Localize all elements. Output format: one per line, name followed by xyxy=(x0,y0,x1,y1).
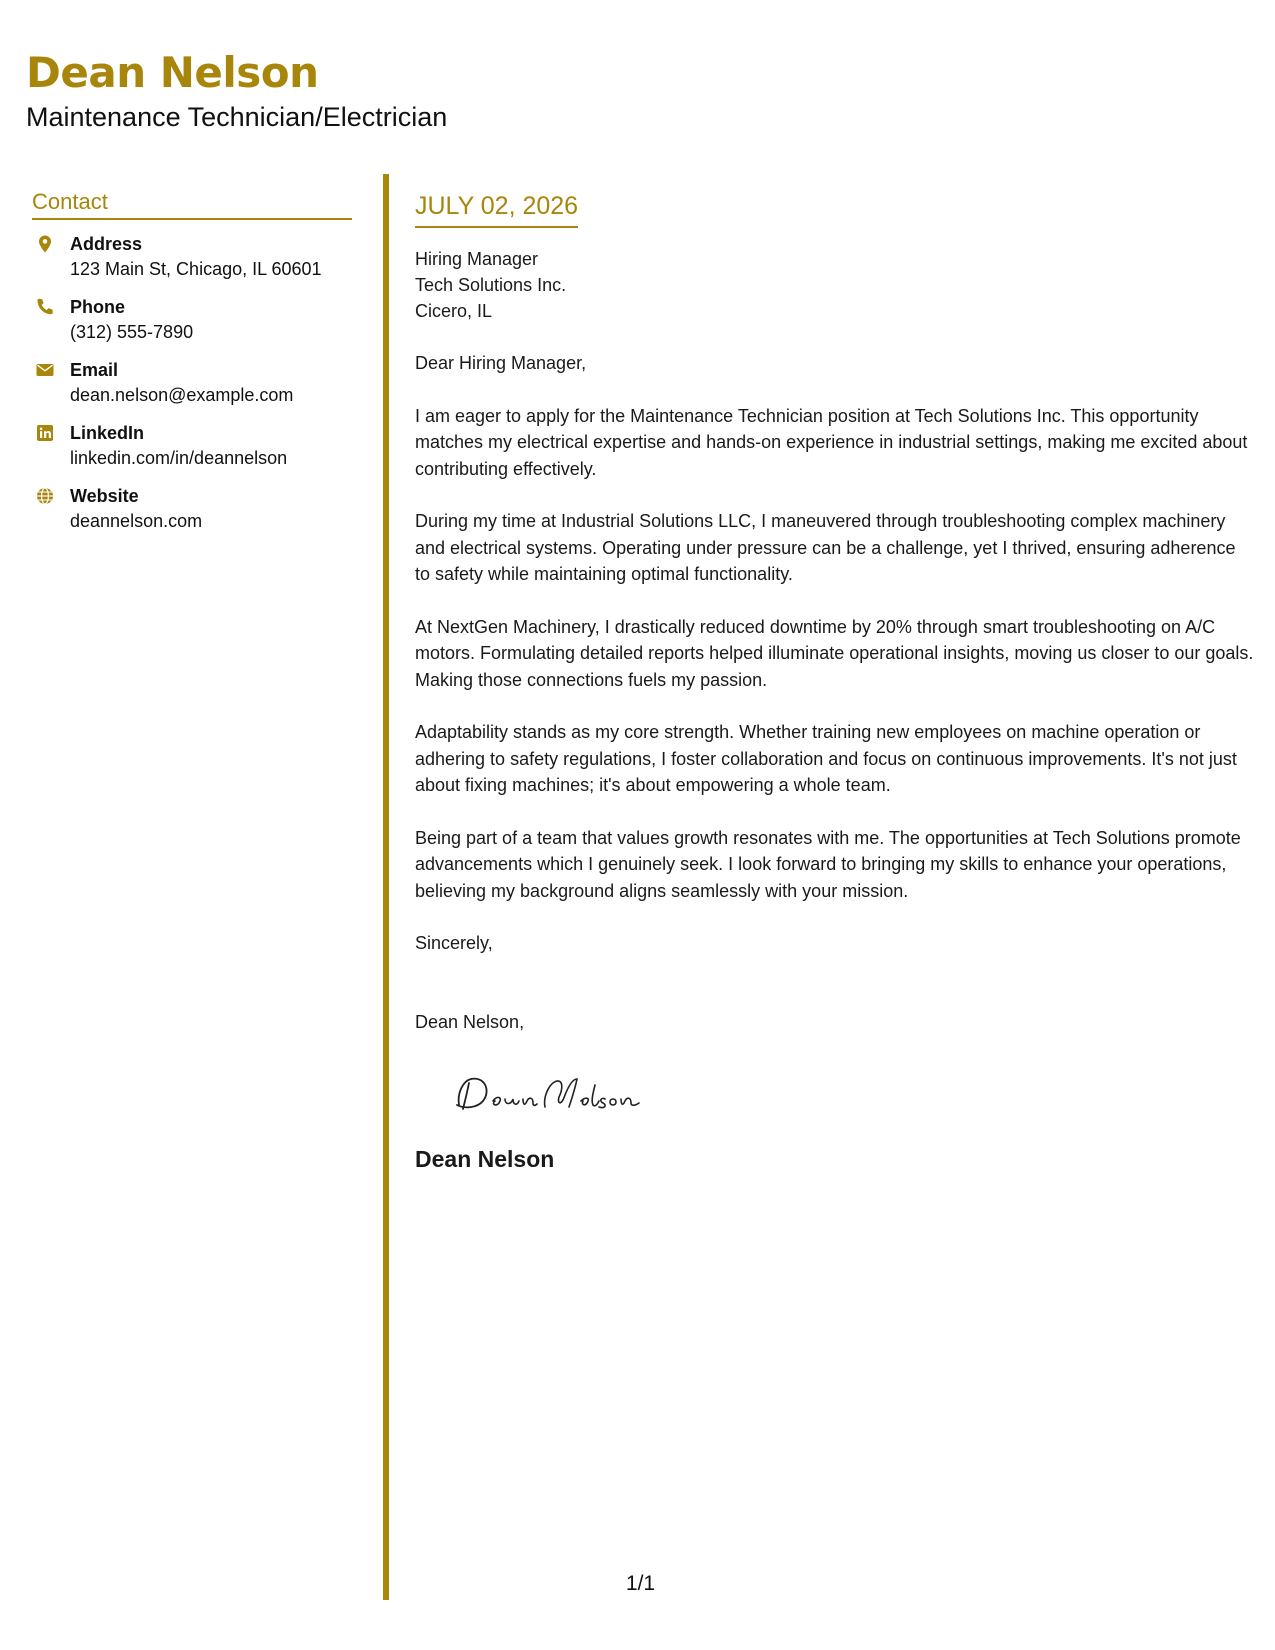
page-number xyxy=(0,1572,1275,1596)
vertical-divider xyxy=(383,174,389,1600)
body-paragraph: During my time at Industrial Solutions LLC, I maneuvered through troubleshooting complex machinery and electrical systems. Operating under pressure can be a challenge, yet I thrived, ensuring adherence to safety while maintaining optimal functionality. xyxy=(415,511,1236,584)
email-value: dean.nelson@example.com xyxy=(70,385,294,405)
applicant-name: Dean Nelson xyxy=(26,48,319,97)
contact-item-address xyxy=(32,232,352,282)
greeting: Dear Hiring Manager, xyxy=(415,353,587,373)
applicant-role: Maintenance Technician/Electrician xyxy=(26,102,448,132)
letter-body xyxy=(415,190,1255,1174)
contact-heading: Contact xyxy=(32,188,352,220)
recipient-title: Hiring Manager xyxy=(415,249,539,269)
contact-list xyxy=(32,232,352,534)
contact-item-website xyxy=(32,484,352,534)
address-value: 123 Main St, Chicago, IL 60601 xyxy=(70,259,322,279)
signed-name: Dean Nelson xyxy=(415,1145,555,1172)
recipient-location: Cicero, IL xyxy=(415,301,493,321)
linkedin-icon xyxy=(35,423,55,443)
body-paragraph: Being part of a team that values growth resonates with me. The opportunities at Tech Solutions promote advancements which I genuinely seek. I look forward to bringing my skills to enhance your operations, believing my background aligns seamlessly with your mission. xyxy=(415,827,1241,901)
contact-item-email xyxy=(32,358,352,408)
header xyxy=(26,48,447,134)
body-paragraph: Adaptability stands as my core strength. Whether training new employees on machine operation or adhering to safety regulations, I foster collaboration and focus on continuous improvements. It's not just about fixing machines; it's about empowering a whole team. xyxy=(415,722,1237,795)
phone-icon xyxy=(35,297,55,317)
contact-label: Address xyxy=(70,234,143,254)
letter-date: JULY 02, 2026 xyxy=(415,190,578,228)
website-value: deannelson.com xyxy=(70,511,203,531)
linkedin-value: linkedin.com/in/deannelson xyxy=(70,448,288,468)
closing: Sincerely, xyxy=(415,933,493,953)
globe-icon xyxy=(35,486,55,506)
phone-value: (312) 555-7890 xyxy=(70,322,194,342)
contact-label: Phone xyxy=(70,297,126,317)
recipient-block xyxy=(415,246,1255,324)
contact-item-linkedin xyxy=(32,421,352,471)
sign-off-name: Dean Nelson, xyxy=(415,1011,525,1032)
location-pin-icon xyxy=(35,234,55,254)
recipient-company: Tech Solutions Inc. xyxy=(415,275,567,295)
body-paragraph: I am eager to apply for the Maintenance Technician position at Tech Solutions Inc. This opportunity matches my electrical expertise and hands-on experience in industrial settings, making me excited about contributing effectively. xyxy=(415,405,1248,479)
contact-label: Email xyxy=(70,360,119,380)
page-number-text: 1/1 xyxy=(625,1572,656,1595)
body-paragraph: At NextGen Machinery, I drastically reduced downtime by 20% through smart troubleshooting on A/C motors. Formulating detailed reports helped illuminate operational insights, moving us closer to our goals. Making those connections fuels my passion. xyxy=(415,616,1254,690)
contact-sidebar xyxy=(32,188,352,547)
handwritten-signature xyxy=(445,1065,655,1121)
contact-label: LinkedIn xyxy=(70,423,145,443)
envelope-icon xyxy=(35,360,55,380)
contact-label: Website xyxy=(70,486,139,506)
contact-item-phone xyxy=(32,295,352,345)
